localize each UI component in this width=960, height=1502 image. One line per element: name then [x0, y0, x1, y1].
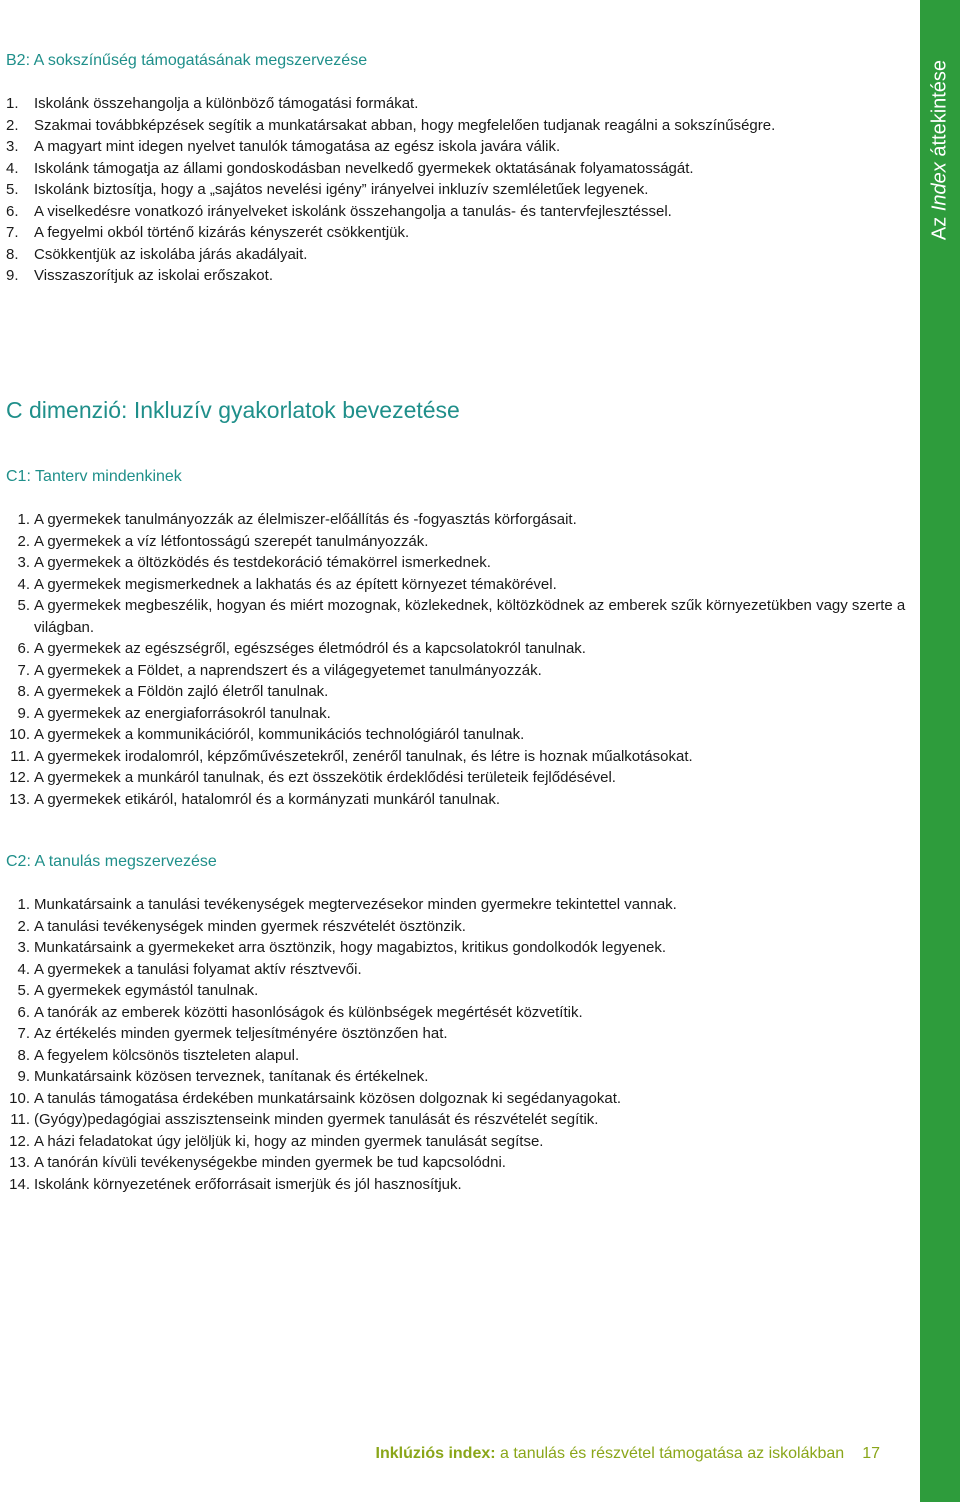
list-item-number: 9.: [17, 704, 30, 722]
section-c2: [6, 852, 906, 1195]
page-number: 17: [862, 1445, 880, 1462]
list-item-text: A tanórán kívüli tevékenységekbe minden gyermek be tud kapcsolódni.: [34, 1154, 506, 1171]
list-item-text: A gyermekek a Földet, a naprendszert és a világegyetemet tanulmányozzák.: [34, 661, 542, 679]
list-item-number: 2.: [17, 917, 30, 935]
section-c1: [6, 467, 906, 810]
list-item: [6, 1109, 906, 1131]
side-tab: [920, 0, 960, 1502]
list-item-text: Iskolánk összehangolja a különböző támogatási formákat.: [34, 95, 419, 112]
list-item-text: A gyermekek irodalomról, képzőművészetekről, zenéről tanulnak, és létre is hoznak műalkotásokat.: [34, 747, 693, 765]
list-item-text: A gyermekek a Földön zajló életről tanulnak.: [34, 683, 329, 700]
list-item-number: 3.: [6, 138, 19, 155]
list-item-number: 1.: [17, 511, 30, 528]
list-item-number: 8.: [17, 1046, 30, 1064]
section-c1-title: C1: Tanterv mindenkinek: [6, 468, 182, 485]
list-item-number: 11.: [10, 1111, 30, 1128]
list-item-number: 5.: [17, 982, 30, 999]
list-item-text: Munkatársaink a gyermekeket arra ösztönzik, hogy magabiztos, kritikus gondolkodók legyenek.: [34, 939, 666, 956]
list-item-text: Iskolánk támogatja az állami gondoskodásban nevelkedő gyermekek oktatásának folyamatosságát.: [34, 159, 694, 177]
list-item: [6, 93, 906, 115]
list-item-text: Iskolánk környezetének erőforrásait ismerjük és jól hasznosítjuk.: [34, 1175, 462, 1193]
list-item-text: A gyermekek tanulmányozzák az élelmiszer-előállítás és -fogyasztás körforgásait.: [34, 511, 577, 528]
footer-brand: Inklúziós index:: [375, 1445, 496, 1462]
list-item-number: 4.: [17, 960, 30, 978]
list-item-text: A házi feladatokat úgy jelöljük ki, hogy az minden gyermek tanulását segítse.: [34, 1132, 544, 1150]
list-item-text: (Gyógy)pedagógiai asszisztenseink minden gyermek tanulását és részvételét segítik.: [34, 1111, 599, 1128]
list-item-number: 6.: [6, 202, 19, 220]
section-b2-list: [6, 93, 906, 287]
side-label-italic: Index: [928, 162, 951, 212]
list-item-text: A fegyelmi okból történő kizárás kényszerét csökkentjük.: [34, 224, 410, 241]
list-item-text: A fegyelem kölcsönös tiszteleten alapul.: [34, 1046, 300, 1064]
list-item-number: 6.: [17, 640, 30, 657]
list-item-number: 13.: [9, 1154, 30, 1171]
list-item: [6, 980, 906, 1002]
list-item-text: A gyermekek a víz létfontosságú szerepét tanulmányozzák.: [34, 532, 429, 550]
section-b2: [6, 51, 906, 287]
list-item-text: A gyermekek a öltözködés és testdekoráció témakörrel ismerkednek.: [34, 554, 491, 571]
list-item-number: 13.: [9, 790, 30, 808]
list-item: [6, 959, 906, 981]
list-item-number: 3.: [17, 554, 30, 571]
c-dimension-title: C dimenzió: Inkluzív gyakorlatok bevezetése: [6, 397, 460, 423]
list-item: [6, 509, 906, 531]
list-item-text: A gyermekek egymástól tanulnak.: [34, 982, 259, 999]
section-c2-title: C2: A tanulás megszervezése: [6, 853, 217, 870]
list-item-number: 7.: [6, 224, 19, 241]
list-item-text: Visszaszorítjuk az iskolai erőszakot.: [34, 267, 273, 284]
list-item: [6, 1023, 906, 1045]
list-item: [6, 746, 906, 768]
list-item: [6, 681, 906, 703]
list-item-number: 7.: [17, 661, 30, 679]
list-item: [6, 222, 906, 244]
list-item-text: A gyermekek a munkáról tanulnak, és ezt összekötik érdeklődési területeik fejlődésével.: [34, 769, 616, 786]
list-item: [6, 767, 906, 789]
list-item-text: A gyermekek az energiaforrásokról tanulnak.: [34, 704, 331, 722]
list-item-text: A tanórák az emberek közötti hasonlóságok és különbségek megértését közvetítik.: [34, 1003, 583, 1021]
list-item: [6, 894, 906, 916]
list-item: [6, 1002, 906, 1024]
list-item: [6, 916, 906, 938]
list-item-text: A magyart mint idegen nyelvet tanulók támogatása az egész iskola javára válik.: [34, 138, 561, 155]
side-label-suffix: áttekintése: [928, 59, 951, 163]
list-item-number: 2.: [17, 532, 30, 550]
list-item-text: A gyermekek megbeszélik, hogyan és miért mozognak, közlekednek, költözködnek az emberek szűk környezetükben vagy szerte a világban.: [34, 597, 906, 636]
list-item: [6, 1066, 906, 1088]
side-label-prefix: Az: [928, 211, 951, 241]
list-item-number: 1.: [17, 896, 30, 913]
list-item-number: 10.: [9, 1089, 30, 1107]
list-item-text: Munkatársaink közösen terveznek, tanítanak és értékelnek.: [34, 1068, 429, 1085]
list-item-text: A gyermekek etikáról, hatalomról és a kormányzati munkáról tanulnak.: [34, 790, 501, 808]
footer-description: a tanulás és részvétel támogatása az iskolákban: [495, 1445, 845, 1462]
list-item: [6, 531, 906, 553]
list-item: [6, 595, 906, 638]
list-item: [6, 1174, 906, 1196]
list-item-text: A gyermekek a tanulási folyamat aktív résztvevői.: [34, 960, 362, 978]
list-item: [6, 789, 906, 811]
list-item: [6, 136, 906, 158]
list-item-number: 6.: [17, 1003, 30, 1021]
list-item-number: 8.: [17, 683, 30, 700]
list-item: [6, 265, 906, 287]
list-item: [6, 244, 906, 266]
list-item-text: A gyermekek megismerkednek a lakhatás és az épített környezet témakörével.: [34, 575, 557, 593]
list-item-number: 3.: [17, 939, 30, 956]
list-item-number: 5.: [17, 597, 30, 614]
list-item-number: 9.: [6, 267, 19, 284]
list-item-text: Munkatársaink a tanulási tevékenységek megtervezésekor minden gyermekre tekintettel vannak.: [34, 896, 677, 913]
list-item: [6, 1131, 906, 1153]
list-item-number: 9.: [17, 1068, 30, 1085]
list-item-text: A viselkedésre vonatkozó irányelveket iskolánk összehangolja a tanulás- és tantervfejlesztéssel.: [34, 202, 672, 220]
side-tab-label: [929, 60, 952, 240]
list-item-number: 1.: [6, 95, 19, 112]
list-item-text: A gyermekek az egészségről, egészséges életmódról és a kapcsolatokról tanulnak.: [34, 640, 586, 657]
list-item-text: Az értékelés minden gyermek teljesítményére ösztönzően hat.: [34, 1025, 448, 1042]
list-item: [6, 574, 906, 596]
section-c2-list: [6, 894, 906, 1195]
list-item: [6, 724, 906, 746]
list-item: [6, 115, 906, 137]
list-item: [6, 552, 906, 574]
list-item-text: A gyermekek a kommunikációról, kommunikációs technológiáról tanulnak.: [34, 726, 525, 743]
page-footer: [376, 1443, 880, 1465]
list-item: [6, 201, 906, 223]
list-item-number: 10.: [9, 726, 30, 743]
list-item-number: 4.: [6, 159, 19, 177]
section-b2-title: B2: A sokszínűség támogatásának megszervezése: [6, 52, 368, 69]
list-item-text: A tanulási tevékenységek minden gyermek részvételét ösztönzik.: [34, 917, 466, 935]
list-item: [6, 179, 906, 201]
section-c1-list: [6, 509, 906, 810]
list-item: [6, 1152, 906, 1174]
list-item-text: Csökkentjük az iskolába járás akadályait.: [34, 245, 308, 263]
list-item-number: 5.: [6, 181, 19, 198]
list-item: [6, 638, 906, 660]
list-item-number: 2.: [6, 116, 19, 134]
list-item: [6, 660, 906, 682]
list-item-number: 12.: [9, 769, 30, 786]
list-item: [6, 1088, 906, 1110]
list-item-number: 4.: [17, 575, 30, 593]
list-item-number: 11.: [10, 747, 30, 765]
list-item-text: Szakmai továbbképzések segítik a munkatársakat abban, hogy megfelelően tudjanak reagálni a sokszínűségre.: [34, 116, 776, 134]
list-item: [6, 158, 906, 180]
list-item-text: A tanulás támogatása érdekében munkatársaink közösen dolgoznak ki segédanyagokat.: [34, 1089, 622, 1107]
list-item: [6, 703, 906, 725]
list-item-number: 14.: [9, 1175, 30, 1193]
list-item-number: 8.: [6, 245, 19, 263]
list-item-number: 12.: [9, 1132, 30, 1150]
list-item: [6, 1045, 906, 1067]
section-c-dimension: [6, 396, 906, 424]
list-item-text: Iskolánk biztosítja, hogy a „sajátos nevelési igény” irányelvei inkluzív szemléletűek legyenek.: [34, 181, 649, 198]
list-item-number: 7.: [17, 1025, 30, 1042]
list-item: [6, 937, 906, 959]
